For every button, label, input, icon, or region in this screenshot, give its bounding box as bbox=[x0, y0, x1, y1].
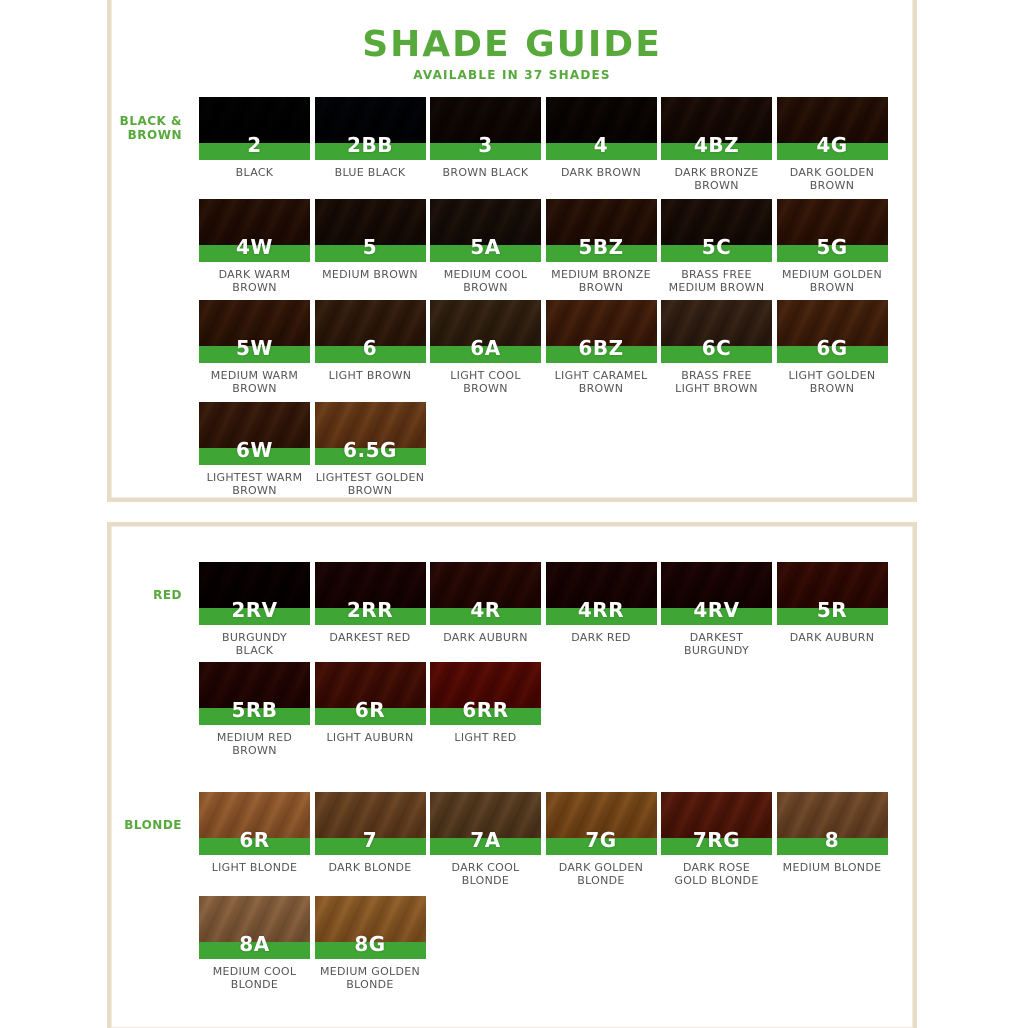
shade-code: 6RR bbox=[462, 698, 509, 722]
shade-code: 3 bbox=[478, 133, 493, 157]
shade-swatch bbox=[315, 662, 426, 725]
shade-code: 5R bbox=[816, 598, 848, 622]
shade-name: BRASS FREE LIGHT BROWN bbox=[675, 369, 758, 395]
shade-tile[interactable] bbox=[315, 896, 426, 991]
shade-name: DARK GOLDEN BLONDE bbox=[558, 861, 644, 887]
shade-code: 6C bbox=[701, 336, 732, 360]
shade-tile[interactable] bbox=[546, 562, 657, 644]
shade-tile[interactable] bbox=[315, 97, 426, 179]
shade-name: LIGHT AUBURN bbox=[326, 731, 414, 744]
shade-name: LIGHT BLONDE bbox=[211, 861, 298, 874]
shade-swatch bbox=[199, 199, 310, 262]
shade-name: DARKEST RED bbox=[329, 631, 411, 644]
shade-swatch bbox=[777, 300, 888, 363]
shade-name: DARK GOLDEN BROWN bbox=[789, 166, 875, 192]
shade-tile[interactable] bbox=[315, 562, 426, 644]
shade-name: LIGHT CARAMEL BROWN bbox=[554, 369, 648, 395]
shade-swatch bbox=[315, 199, 426, 262]
shade-code: 6A bbox=[470, 336, 501, 360]
shade-swatch bbox=[430, 662, 541, 725]
shade-swatch bbox=[777, 97, 888, 160]
shade-swatch bbox=[430, 97, 541, 160]
shade-swatch bbox=[777, 199, 888, 262]
shade-swatch bbox=[546, 562, 657, 625]
shade-tile[interactable] bbox=[661, 792, 772, 887]
shade-swatch bbox=[199, 97, 310, 160]
shade-swatch bbox=[661, 199, 772, 262]
shade-swatch bbox=[315, 562, 426, 625]
shade-tile[interactable] bbox=[315, 199, 426, 281]
shade-code: 5RB bbox=[231, 698, 278, 722]
shade-code: 7A bbox=[470, 828, 501, 852]
shade-tile[interactable] bbox=[546, 792, 657, 887]
shade-name: DARK WARM BROWN bbox=[218, 267, 291, 294]
shade-code: 5C bbox=[701, 234, 732, 259]
shade-name: LIGHT RED bbox=[454, 731, 517, 744]
shade-code: 8 bbox=[824, 828, 840, 852]
shade-name: MEDIUM GOLDEN BLONDE bbox=[319, 965, 421, 991]
shade-tile[interactable] bbox=[199, 562, 310, 657]
shade-code: 4G bbox=[816, 133, 848, 157]
shade-swatch bbox=[430, 199, 541, 262]
shade-tile[interactable] bbox=[661, 562, 772, 657]
shade-code: 6.5G bbox=[343, 437, 397, 462]
shade-tile[interactable] bbox=[777, 562, 888, 644]
shade-swatch bbox=[546, 300, 657, 363]
shade-name: LIGHT GOLDEN BROWN bbox=[788, 369, 876, 395]
shade-code: 2BB bbox=[347, 133, 393, 157]
shade-tile[interactable] bbox=[661, 300, 772, 395]
shade-tile[interactable] bbox=[199, 199, 310, 294]
shade-name: DARK BRONZE BROWN bbox=[674, 166, 759, 192]
shade-code: 4 bbox=[593, 133, 609, 157]
shade-name: MEDIUM WARM BROWN bbox=[210, 369, 299, 395]
shade-code: 2 bbox=[247, 133, 262, 157]
shade-swatch bbox=[199, 896, 310, 959]
shade-name: DARK BROWN bbox=[560, 166, 642, 179]
shade-code: 6W bbox=[236, 437, 273, 462]
shade-swatch bbox=[199, 562, 310, 625]
shade-code: 5BZ bbox=[578, 234, 624, 259]
shade-tile[interactable] bbox=[546, 300, 657, 395]
shade-code: 4W bbox=[236, 234, 273, 259]
shade-swatch bbox=[315, 792, 426, 855]
shade-tile[interactable] bbox=[430, 662, 541, 744]
shade-code: 6BZ bbox=[578, 336, 624, 360]
shade-tile[interactable] bbox=[199, 402, 310, 497]
shade-code: 6 bbox=[362, 336, 378, 360]
shade-name: DARK AUBURN bbox=[789, 631, 875, 644]
page-subtitle: AVAILABLE IN 37 SHADES bbox=[413, 68, 611, 82]
shade-tile[interactable] bbox=[430, 97, 541, 179]
shade-name: MEDIUM BRONZE BROWN bbox=[551, 267, 651, 294]
shade-tile[interactable] bbox=[199, 97, 310, 179]
shade-swatch bbox=[661, 300, 772, 363]
shade-name: MEDIUM BLONDE bbox=[782, 861, 882, 874]
shade-tile[interactable] bbox=[430, 562, 541, 644]
shade-code: 4R bbox=[470, 598, 501, 622]
shade-name: BLUE BLACK bbox=[334, 166, 406, 179]
section-label-blonde: BLONDE bbox=[124, 818, 182, 832]
shade-code: 7 bbox=[362, 828, 378, 852]
shade-swatch bbox=[199, 792, 310, 855]
shade-swatch bbox=[315, 896, 426, 959]
shade-name: DARK BLONDE bbox=[328, 861, 412, 874]
shade-tile[interactable] bbox=[199, 662, 310, 757]
shade-name: MEDIUM GOLDEN BROWN bbox=[781, 267, 883, 294]
shade-swatch bbox=[199, 662, 310, 725]
section-label-red: RED bbox=[153, 588, 182, 602]
shade-code: 6G bbox=[816, 336, 848, 360]
shade-code: 4BZ bbox=[693, 133, 740, 157]
shade-swatch bbox=[661, 792, 772, 855]
shade-tile[interactable] bbox=[315, 792, 426, 874]
shade-name: MEDIUM RED BROWN bbox=[216, 731, 293, 757]
shade-name: DARKEST BURGUNDY bbox=[683, 631, 750, 657]
shade-tile[interactable] bbox=[315, 300, 426, 382]
shade-name: LIGHT BROWN bbox=[328, 369, 412, 382]
shade-swatch bbox=[315, 402, 426, 465]
shade-code: 6R bbox=[354, 698, 386, 722]
shade-name: BLACK bbox=[235, 166, 274, 179]
shade-code: 7RG bbox=[692, 828, 741, 852]
shade-code: 5A bbox=[470, 234, 501, 259]
shade-tile[interactable] bbox=[777, 97, 888, 192]
shade-name: BURGUNDY BLACK bbox=[221, 631, 288, 657]
shade-tile[interactable] bbox=[661, 199, 772, 294]
shade-name: MEDIUM COOL BROWN bbox=[443, 267, 528, 294]
shade-tile[interactable] bbox=[777, 792, 888, 874]
shade-tile[interactable] bbox=[777, 199, 888, 294]
shade-name: MEDIUM BROWN bbox=[322, 267, 418, 281]
shade-code: 6R bbox=[239, 828, 270, 852]
shade-code: 8A bbox=[239, 932, 270, 956]
shade-name: LIGHTEST WARM BROWN bbox=[206, 470, 303, 497]
shade-tile[interactable] bbox=[199, 896, 310, 991]
shade-swatch bbox=[777, 562, 888, 625]
shade-tile[interactable] bbox=[199, 300, 310, 395]
shade-tile[interactable] bbox=[430, 300, 541, 395]
shade-tile[interactable] bbox=[315, 662, 426, 744]
page-title: SHADE GUIDE bbox=[362, 24, 662, 65]
shade-swatch bbox=[315, 97, 426, 160]
shade-code: 5 bbox=[362, 234, 378, 259]
shade-code: 5G bbox=[816, 234, 848, 259]
shade-tile[interactable] bbox=[199, 792, 310, 874]
shade-swatch bbox=[546, 97, 657, 160]
shade-swatch bbox=[661, 97, 772, 160]
shade-swatch bbox=[546, 792, 657, 855]
shade-swatch bbox=[430, 562, 541, 625]
shade-name: LIGHT COOL BROWN bbox=[450, 369, 521, 395]
shade-code: 5W bbox=[236, 336, 273, 360]
shade-name: BRASS FREE MEDIUM BROWN bbox=[668, 267, 765, 294]
shade-tile[interactable] bbox=[546, 199, 657, 294]
shade-name: DARK AUBURN bbox=[443, 631, 528, 644]
shade-swatch bbox=[199, 402, 310, 465]
shade-name: LIGHTEST GOLDEN BROWN bbox=[315, 470, 425, 497]
shade-tile[interactable] bbox=[315, 402, 426, 497]
shade-tile[interactable] bbox=[430, 199, 541, 294]
section-label-black-brown: BLACK & BROWN bbox=[119, 114, 182, 142]
shade-swatch bbox=[430, 300, 541, 363]
shade-name: BROWN BLACK bbox=[442, 166, 529, 179]
shade-name: MEDIUM COOL BLONDE bbox=[212, 965, 297, 991]
shade-swatch bbox=[430, 792, 541, 855]
shade-name: DARK COOL BLONDE bbox=[451, 861, 520, 887]
shade-name: DARK ROSE GOLD BLONDE bbox=[674, 861, 759, 887]
shade-code: 4RR bbox=[577, 598, 625, 622]
shade-code: 2RR bbox=[346, 598, 394, 622]
shade-swatch bbox=[199, 300, 310, 363]
shade-code: 2RV bbox=[231, 598, 278, 622]
shade-swatch bbox=[777, 792, 888, 855]
shade-tile[interactable] bbox=[661, 97, 772, 192]
shade-code: 7G bbox=[585, 828, 617, 852]
shade-tile[interactable] bbox=[546, 97, 657, 179]
shade-swatch bbox=[661, 562, 772, 625]
shade-tile[interactable] bbox=[777, 300, 888, 395]
shade-swatch bbox=[546, 199, 657, 262]
shade-code: 8G bbox=[354, 932, 386, 956]
shade-swatch bbox=[315, 300, 426, 363]
shade-code: 4RV bbox=[693, 598, 740, 622]
shade-tile[interactable] bbox=[430, 792, 541, 887]
shade-name: DARK RED bbox=[571, 631, 631, 644]
